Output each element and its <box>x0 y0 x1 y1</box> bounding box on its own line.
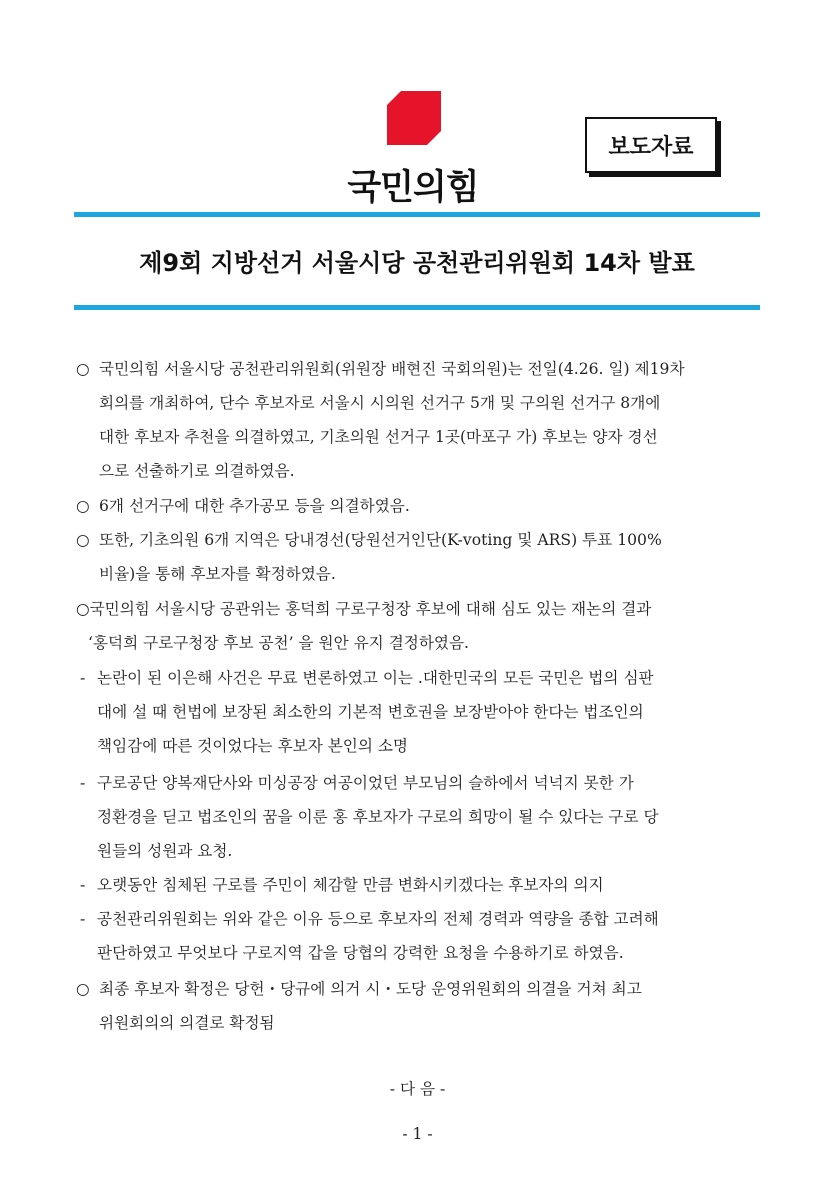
bullet-circle: ○ <box>76 980 90 998</box>
bullet-circle: ○ <box>76 360 90 378</box>
bullet-dash: - <box>80 876 86 894</box>
press-release-label: 보도자료 <box>585 117 717 173</box>
paragraph-line: 판단하였고 무엇보다 구로지역 갑을 당협의 강력한 요청을 수용하기로 하였음. <box>97 944 624 962</box>
bullet-dash: - <box>80 669 86 687</box>
paragraph-line: 6개 선거구에 대한 추가공모 등을 의결하였음. <box>99 497 410 515</box>
title-bottom-divider <box>74 305 760 310</box>
paragraph-line: ○국민의힘 서울시당 공관위는 홍덕희 구로구청장 후보에 대해 심도 있는 재논의 결과 <box>76 600 652 618</box>
bullet-dash: - <box>80 910 86 928</box>
bullet-dash: - <box>80 774 86 792</box>
paragraph-line: 최종 후보자 확정은 당헌・당규에 의거 시・도당 운영위원회의 의결을 거쳐 최고 <box>99 980 642 998</box>
bullet-circle: ○ <box>76 497 90 515</box>
page-number: - 1 - <box>402 1125 433 1143</box>
paragraph-line: 논란이 된 이은해 사건은 무료 변론하였고 이는 .대한민국의 모든 국민은 법의 심판 <box>97 669 654 687</box>
next-heading: - 다 음 - <box>389 1080 446 1098</box>
paragraph-line: 으로 선출하기로 의결하였음. <box>99 462 295 480</box>
document-title: 제9회 지방선거 서울시당 공천관리위원회 14차 발표 <box>139 249 695 277</box>
paragraph-line: 공천관리위원회는 위와 같은 이유 등으로 후보자의 전체 경력과 역량을 종합 고려해 <box>97 910 659 928</box>
paragraph-line: 대에 설 때 헌법에 보장된 최소한의 기본적 변호권을 보장받아야 한다는 법조인의 <box>97 703 644 721</box>
paragraph-line: 구로공단 양복재단사와 미싱공장 여공이었던 부모님의 슬하에서 넉넉지 못한 가 <box>97 774 634 792</box>
paragraph-line: 비율)을 통해 후보자를 확정하였음. <box>99 565 336 583</box>
paragraph-line: 위원회의의 의결로 확정됨 <box>99 1014 275 1032</box>
paragraph-line: 정환경을 딛고 법조인의 꿈을 이룬 홍 후보자가 구로의 희망이 될 수 있다는 구로 당 <box>97 808 659 826</box>
paragraph-line: 원들의 성원과 요청. <box>97 842 233 860</box>
paragraph-line: 국민의힘 서울시당 공천관리위원회(위원장 배현진 국회의원)는 전일(4.26. 일) 제19차 <box>99 360 685 378</box>
bullet-circle: ○ <box>76 531 90 549</box>
paragraph-line: 오랫동안 침체된 구로를 주민이 체감할 만큼 변화시키겠다는 후보자의 의지 <box>97 876 604 894</box>
paragraph-line: 책임감에 따른 것이었다는 후보자 본인의 소명 <box>97 737 408 755</box>
title-top-divider <box>74 212 760 217</box>
paragraph-line: 또한, 기초의원 6개 지역은 당내경선(당원선거인단(K-voting 및 ARS) 투표 100% <box>99 531 662 549</box>
paragraph-line: ‘홍덕희 구로구청장 후보 공천’ 을 원안 유지 결정하였음. <box>88 634 469 652</box>
paragraph-line: 회의를 개최하여, 단수 후보자로 서울시 시의원 선거구 5개 및 구의원 선거구 8개에 <box>99 394 661 412</box>
party-logo-icon <box>387 91 441 145</box>
paragraph-line: 대한 후보자 추천을 의결하였고, 기초의원 선거구 1곳(마포구 가) 후보는 양자 경선 <box>99 428 658 446</box>
party-logo-text: 국민의힘 <box>347 168 479 208</box>
